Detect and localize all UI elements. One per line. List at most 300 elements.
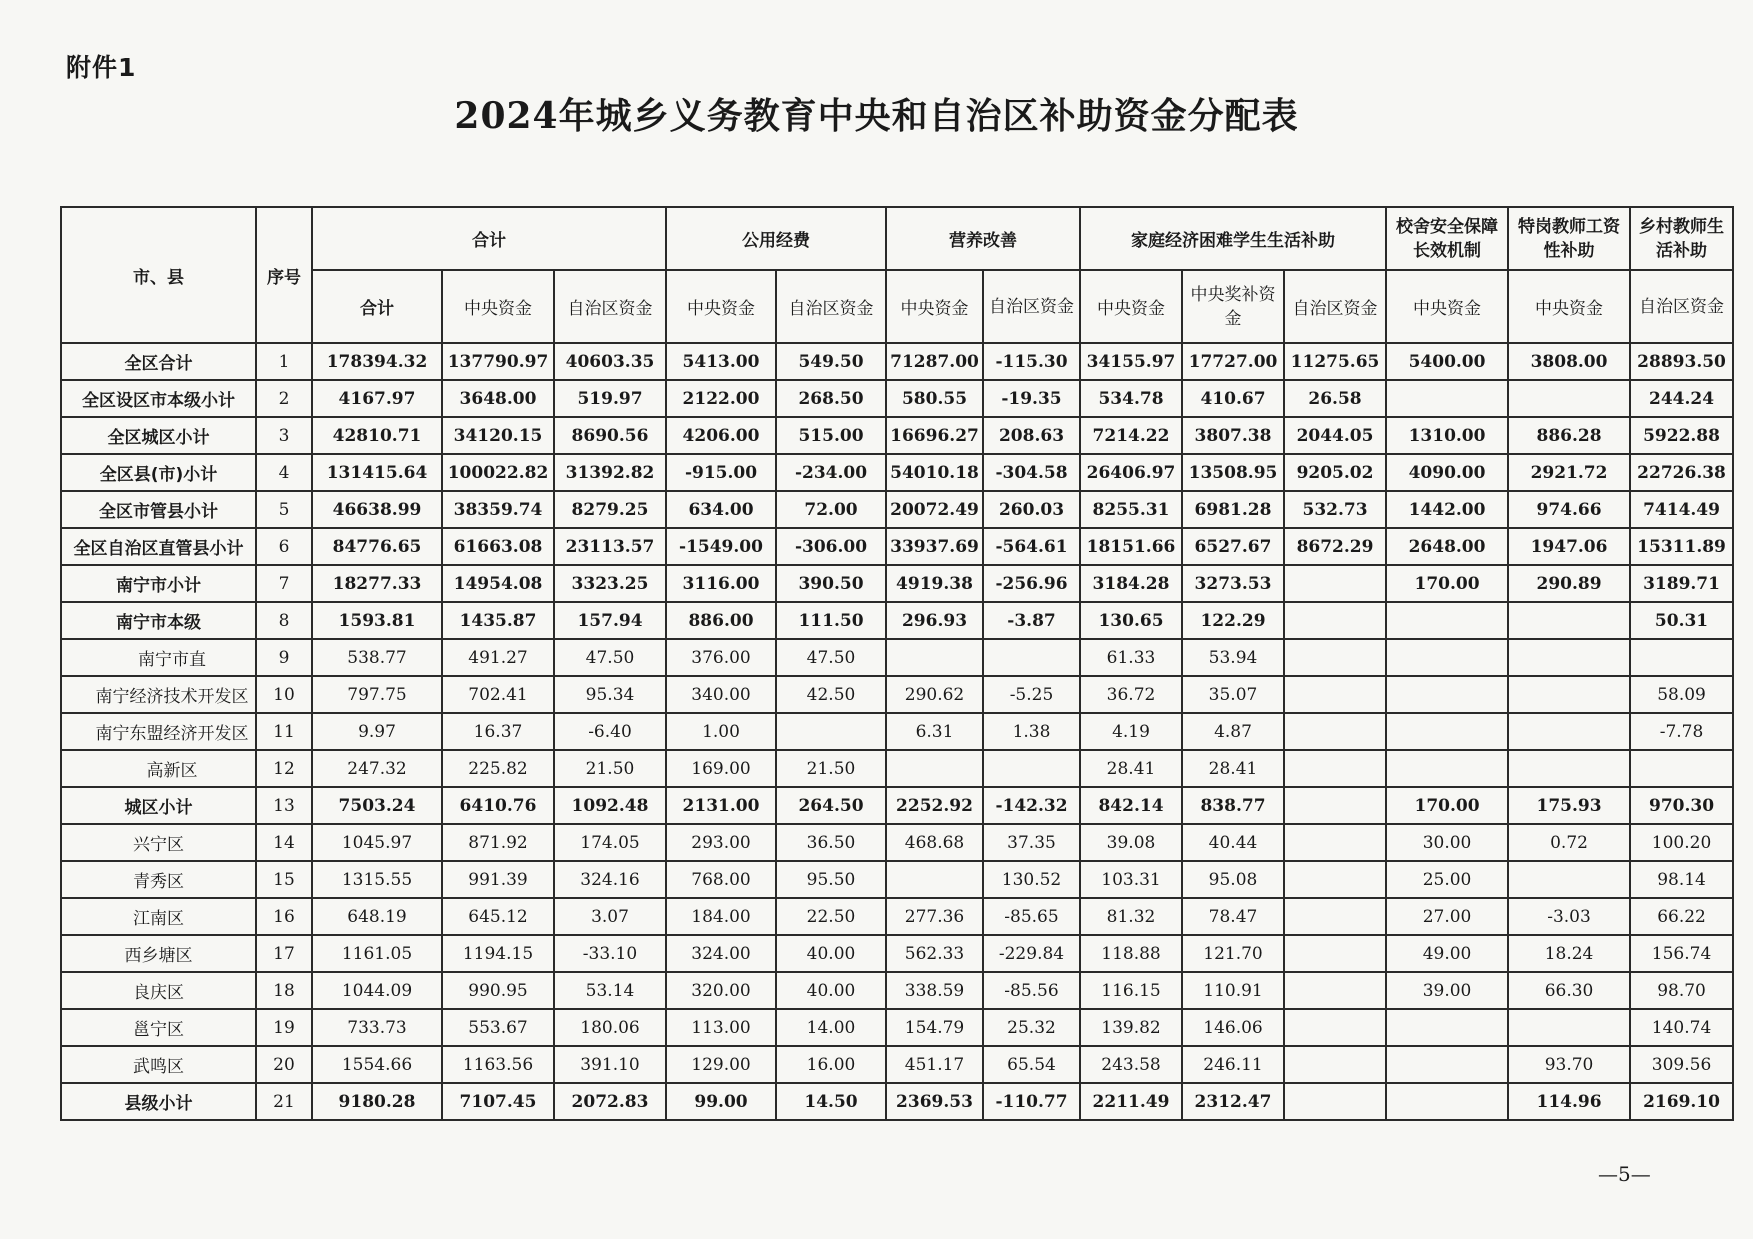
cell-value: -256.96 — [983, 565, 1080, 602]
cell-value: 116.15 — [1080, 972, 1182, 1009]
cell-value: 38359.74 — [442, 491, 554, 528]
table-row — [61, 824, 1733, 861]
cell-value: 390.50 — [776, 565, 886, 602]
cell-value — [1630, 639, 1733, 676]
cell-value: 1194.15 — [442, 935, 554, 972]
cell-value: 184.00 — [666, 898, 776, 935]
cell-value: 9205.02 — [1284, 454, 1386, 491]
cell-value: 39.00 — [1386, 972, 1508, 1009]
cell-value: 81.32 — [1080, 898, 1182, 935]
header-group-total: 合计 — [312, 207, 666, 270]
cell-value: 320.00 — [666, 972, 776, 1009]
cell-seq: 21 — [256, 1083, 312, 1120]
header-rural-autonomous: 自治区资金 — [1630, 270, 1733, 343]
cell-value: 47.50 — [554, 639, 666, 676]
cell-value: -115.30 — [983, 343, 1080, 380]
cell-value: 260.03 — [983, 491, 1080, 528]
cell-value: 170.00 — [1386, 787, 1508, 824]
cell-value — [1284, 565, 1386, 602]
cell-value — [1284, 861, 1386, 898]
table-row — [61, 898, 1733, 935]
cell-value: 264.50 — [776, 787, 886, 824]
header-nutrition-autonomous: 自治区资金 — [983, 270, 1080, 343]
cell-value: 49.00 — [1386, 935, 1508, 972]
cell-value: 4206.00 — [666, 417, 776, 454]
cell-value: 3323.25 — [554, 565, 666, 602]
cell-value: 290.89 — [1508, 565, 1630, 602]
cell-seq: 14 — [256, 824, 312, 861]
cell-value: 562.33 — [886, 935, 983, 972]
cell-value: 991.39 — [442, 861, 554, 898]
cell-value: 122.29 — [1182, 602, 1284, 639]
cell-value: 0.72 — [1508, 824, 1630, 861]
cell-value — [1386, 750, 1508, 787]
cell-value: 34120.15 — [442, 417, 554, 454]
cell-value — [1284, 935, 1386, 972]
header-total-central: 中央资金 — [442, 270, 554, 343]
cell-region: 高新区 — [61, 750, 256, 787]
table-row — [61, 565, 1733, 602]
cell-region: 全区市管县小计 — [61, 491, 256, 528]
cell-value: 4.87 — [1182, 713, 1284, 750]
cell-value: 35.07 — [1182, 676, 1284, 713]
cell-value: 14.00 — [776, 1009, 886, 1046]
cell-value: -19.35 — [983, 380, 1080, 417]
cell-value — [1386, 676, 1508, 713]
cell-value: 9.97 — [312, 713, 442, 750]
cell-value: -85.65 — [983, 898, 1080, 935]
cell-value: 768.00 — [666, 861, 776, 898]
cell-value: 534.78 — [1080, 380, 1182, 417]
cell-region: 西乡塘区 — [61, 935, 256, 972]
cell-seq: 6 — [256, 528, 312, 565]
cell-value: 2169.10 — [1630, 1083, 1733, 1120]
cell-value: 53.94 — [1182, 639, 1284, 676]
cell-value: 17727.00 — [1182, 343, 1284, 380]
cell-value: 838.77 — [1182, 787, 1284, 824]
cell-value: 702.41 — [442, 676, 554, 713]
cell-value: 1.00 — [666, 713, 776, 750]
cell-value — [1284, 787, 1386, 824]
cell-seq: 18 — [256, 972, 312, 1009]
cell-value: 31392.82 — [554, 454, 666, 491]
cell-value — [1508, 380, 1630, 417]
cell-value: 532.73 — [1284, 491, 1386, 528]
cell-value: 110.91 — [1182, 972, 1284, 1009]
cell-value: 130.52 — [983, 861, 1080, 898]
cell-value — [776, 713, 886, 750]
cell-value: 515.00 — [776, 417, 886, 454]
cell-region: 南宁市小计 — [61, 565, 256, 602]
cell-region: 南宁东盟经济开发区 — [61, 713, 256, 750]
header-special-central: 中央资金 — [1508, 270, 1630, 343]
cell-value: 50.31 — [1630, 602, 1733, 639]
cell-value: 113.00 — [666, 1009, 776, 1046]
cell-value: 11275.65 — [1284, 343, 1386, 380]
cell-value: 4919.38 — [886, 565, 983, 602]
cell-value: 6410.76 — [442, 787, 554, 824]
cell-value: 174.05 — [554, 824, 666, 861]
cell-value: 3116.00 — [666, 565, 776, 602]
cell-value: 114.96 — [1508, 1083, 1630, 1120]
cell-value: 290.62 — [886, 676, 983, 713]
cell-value: 99.00 — [666, 1083, 776, 1120]
cell-region: 全区自治区直管县小计 — [61, 528, 256, 565]
table-body — [61, 343, 1733, 1120]
cell-value: 645.12 — [442, 898, 554, 935]
cell-value: 20072.49 — [886, 491, 983, 528]
cell-value: 14954.08 — [442, 565, 554, 602]
cell-region: 南宁市直 — [61, 639, 256, 676]
cell-value: 118.88 — [1080, 935, 1182, 972]
cell-value: 53.14 — [554, 972, 666, 1009]
cell-seq: 9 — [256, 639, 312, 676]
cell-value — [1508, 676, 1630, 713]
cell-seq: 20 — [256, 1046, 312, 1083]
table-row — [61, 750, 1733, 787]
header-group-rural-teacher: 乡村教师生活补助 — [1630, 207, 1733, 270]
attachment-label: 附件1 — [66, 53, 137, 82]
cell-value — [1386, 713, 1508, 750]
table-row — [61, 1046, 1733, 1083]
cell-value: 22.50 — [776, 898, 886, 935]
cell-value: 180.06 — [554, 1009, 666, 1046]
cell-value: 3184.28 — [1080, 565, 1182, 602]
cell-seq: 1 — [256, 343, 312, 380]
cell-value: 175.93 — [1508, 787, 1630, 824]
cell-value: 30.00 — [1386, 824, 1508, 861]
header-safety-central: 中央资金 — [1386, 270, 1508, 343]
cell-value — [1284, 1009, 1386, 1046]
cell-value: 797.75 — [312, 676, 442, 713]
table-row — [61, 787, 1733, 824]
cell-value: 634.00 — [666, 491, 776, 528]
cell-value: 169.00 — [666, 750, 776, 787]
table-row — [61, 343, 1733, 380]
cell-value — [1284, 1046, 1386, 1083]
cell-value — [1508, 713, 1630, 750]
cell-value: 451.17 — [886, 1046, 983, 1083]
cell-value: 2312.47 — [1182, 1083, 1284, 1120]
cell-value: 98.14 — [1630, 861, 1733, 898]
cell-value: -142.32 — [983, 787, 1080, 824]
cell-value: 100022.82 — [442, 454, 554, 491]
header-public-autonomous: 自治区资金 — [776, 270, 886, 343]
cell-value: 225.82 — [442, 750, 554, 787]
cell-value: 244.24 — [1630, 380, 1733, 417]
cell-value: 3.07 — [554, 898, 666, 935]
cell-value: -33.10 — [554, 935, 666, 972]
cell-value: 98.70 — [1630, 972, 1733, 1009]
cell-value: 154.79 — [886, 1009, 983, 1046]
cell-value: 309.56 — [1630, 1046, 1733, 1083]
cell-value — [1386, 1083, 1508, 1120]
table-row — [61, 417, 1733, 454]
cell-seq: 15 — [256, 861, 312, 898]
header-region: 市、县 — [61, 207, 256, 343]
cell-value: 146.06 — [1182, 1009, 1284, 1046]
table-row — [61, 713, 1733, 750]
header-group-school-safety: 校舍安全保障长效机制 — [1386, 207, 1508, 270]
header-total-autonomous: 自治区资金 — [554, 270, 666, 343]
cell-value: 4167.97 — [312, 380, 442, 417]
cell-value: 21.50 — [776, 750, 886, 787]
cell-region: 武鸣区 — [61, 1046, 256, 1083]
cell-value: 140.74 — [1630, 1009, 1733, 1046]
cell-value: 247.32 — [312, 750, 442, 787]
cell-region: 全区城区小计 — [61, 417, 256, 454]
table-row — [61, 639, 1733, 676]
cell-value: 40.00 — [776, 935, 886, 972]
cell-value: -5.25 — [983, 676, 1080, 713]
cell-value: 28.41 — [1182, 750, 1284, 787]
cell-value: 4090.00 — [1386, 454, 1508, 491]
allocation-table — [60, 206, 1734, 1121]
table-row — [61, 935, 1733, 972]
cell-value: -229.84 — [983, 935, 1080, 972]
table-row — [61, 1009, 1733, 1046]
cell-value — [1508, 1009, 1630, 1046]
header-public-central: 中央资金 — [666, 270, 776, 343]
cell-value: 28.41 — [1080, 750, 1182, 787]
cell-value: 491.27 — [442, 639, 554, 676]
cell-value: 1593.81 — [312, 602, 442, 639]
cell-region: 南宁市本级 — [61, 602, 256, 639]
table-row — [61, 676, 1733, 713]
cell-value: 16.00 — [776, 1046, 886, 1083]
cell-region: 全区合计 — [61, 343, 256, 380]
cell-value: 47.50 — [776, 639, 886, 676]
cell-value: 2648.00 — [1386, 528, 1508, 565]
cell-region: 全区设区市本级小计 — [61, 380, 256, 417]
cell-seq: 2 — [256, 380, 312, 417]
cell-value: 78.47 — [1182, 898, 1284, 935]
cell-value: -85.56 — [983, 972, 1080, 1009]
cell-value: -6.40 — [554, 713, 666, 750]
cell-value: 296.93 — [886, 602, 983, 639]
cell-value — [1386, 1046, 1508, 1083]
cell-value: 7107.45 — [442, 1083, 554, 1120]
cell-value — [1284, 1083, 1386, 1120]
table-row — [61, 528, 1733, 565]
cell-value: 1435.87 — [442, 602, 554, 639]
cell-value: 3648.00 — [442, 380, 554, 417]
cell-value: 18151.66 — [1080, 528, 1182, 565]
cell-value: 95.34 — [554, 676, 666, 713]
cell-value: 340.00 — [666, 676, 776, 713]
cell-region: 城区小计 — [61, 787, 256, 824]
cell-region: 江南区 — [61, 898, 256, 935]
cell-value: 37.35 — [983, 824, 1080, 861]
cell-value: 9180.28 — [312, 1083, 442, 1120]
cell-value: 268.50 — [776, 380, 886, 417]
cell-seq: 13 — [256, 787, 312, 824]
cell-value: 42810.71 — [312, 417, 442, 454]
cell-value: 95.50 — [776, 861, 886, 898]
header-group-public: 公用经费 — [666, 207, 886, 270]
cell-value — [1284, 713, 1386, 750]
cell-value: -7.78 — [1630, 713, 1733, 750]
cell-value: 1.38 — [983, 713, 1080, 750]
cell-value: 8672.29 — [1284, 528, 1386, 565]
cell-value: 3808.00 — [1508, 343, 1630, 380]
cell-value: 21.50 — [554, 750, 666, 787]
cell-value — [886, 639, 983, 676]
cell-value — [1284, 676, 1386, 713]
cell-value: 990.95 — [442, 972, 554, 1009]
cell-value: 65.54 — [983, 1046, 1080, 1083]
cell-value: -234.00 — [776, 454, 886, 491]
cell-value: 95.08 — [1182, 861, 1284, 898]
cell-value: 26406.97 — [1080, 454, 1182, 491]
cell-value: 42.50 — [776, 676, 886, 713]
cell-value: -1549.00 — [666, 528, 776, 565]
cell-value: -306.00 — [776, 528, 886, 565]
cell-value — [1284, 602, 1386, 639]
header-family-autonomous: 自治区资金 — [1284, 270, 1386, 343]
cell-value: 871.92 — [442, 824, 554, 861]
cell-value: 7414.49 — [1630, 491, 1733, 528]
cell-value — [1508, 639, 1630, 676]
cell-value: 970.30 — [1630, 787, 1733, 824]
table-row — [61, 972, 1733, 1009]
cell-value: 410.67 — [1182, 380, 1284, 417]
cell-seq: 19 — [256, 1009, 312, 1046]
document-title: 2024年城乡义务教育中央和自治区补助资金分配表 — [454, 95, 1299, 137]
cell-value: 733.73 — [312, 1009, 442, 1046]
cell-value: 58.09 — [1630, 676, 1733, 713]
cell-value: 36.50 — [776, 824, 886, 861]
cell-value — [983, 750, 1080, 787]
cell-value: 4.19 — [1080, 713, 1182, 750]
cell-value: 93.70 — [1508, 1046, 1630, 1083]
header-total-total: 合计 — [312, 270, 442, 343]
cell-value — [1386, 602, 1508, 639]
cell-value: 131415.64 — [312, 454, 442, 491]
cell-value: 72.00 — [776, 491, 886, 528]
cell-value: -915.00 — [666, 454, 776, 491]
cell-region: 良庆区 — [61, 972, 256, 1009]
header-seq: 序号 — [256, 207, 312, 343]
cell-value: 580.55 — [886, 380, 983, 417]
cell-value — [1386, 639, 1508, 676]
cell-value: 36.72 — [1080, 676, 1182, 713]
table-row — [61, 602, 1733, 639]
cell-value — [1508, 602, 1630, 639]
cell-seq: 11 — [256, 713, 312, 750]
cell-seq: 8 — [256, 602, 312, 639]
cell-region: 全区县(市)小计 — [61, 454, 256, 491]
cell-value: -3.87 — [983, 602, 1080, 639]
cell-value: 338.59 — [886, 972, 983, 1009]
cell-value: 40.44 — [1182, 824, 1284, 861]
table-row — [61, 1083, 1733, 1120]
cell-value: 842.14 — [1080, 787, 1182, 824]
cell-value: 121.70 — [1182, 935, 1284, 972]
cell-value: 324.16 — [554, 861, 666, 898]
cell-value: 243.58 — [1080, 1046, 1182, 1083]
cell-value: 391.10 — [554, 1046, 666, 1083]
cell-value: 66.22 — [1630, 898, 1733, 935]
header-group-nutrition: 营养改善 — [886, 207, 1080, 270]
cell-value: 2131.00 — [666, 787, 776, 824]
cell-value — [983, 639, 1080, 676]
cell-value: 129.00 — [666, 1046, 776, 1083]
cell-value: 1044.09 — [312, 972, 442, 1009]
cell-value — [1284, 972, 1386, 1009]
header-group-family: 家庭经济困难学生生活补助 — [1080, 207, 1386, 270]
cell-value: 71287.00 — [886, 343, 983, 380]
cell-value: 84776.65 — [312, 528, 442, 565]
cell-region: 邕宁区 — [61, 1009, 256, 1046]
table-row — [61, 861, 1733, 898]
cell-value: 8255.31 — [1080, 491, 1182, 528]
cell-value: 40603.35 — [554, 343, 666, 380]
cell-value — [1508, 861, 1630, 898]
cell-value: 1092.48 — [554, 787, 666, 824]
cell-value — [1386, 380, 1508, 417]
cell-value: 2211.49 — [1080, 1083, 1182, 1120]
cell-value: 25.00 — [1386, 861, 1508, 898]
cell-value: 1045.97 — [312, 824, 442, 861]
cell-seq: 16 — [256, 898, 312, 935]
cell-value: 111.50 — [776, 602, 886, 639]
cell-value — [1284, 639, 1386, 676]
cell-value: 538.77 — [312, 639, 442, 676]
cell-value: 3807.38 — [1182, 417, 1284, 454]
cell-seq: 7 — [256, 565, 312, 602]
table-row — [61, 380, 1733, 417]
cell-value: 34155.97 — [1080, 343, 1182, 380]
cell-value: 2921.72 — [1508, 454, 1630, 491]
cell-value: -304.58 — [983, 454, 1080, 491]
cell-value: 28893.50 — [1630, 343, 1733, 380]
cell-value — [886, 861, 983, 898]
cell-value: 100.20 — [1630, 824, 1733, 861]
cell-value: 1554.66 — [312, 1046, 442, 1083]
cell-value: 178394.32 — [312, 343, 442, 380]
cell-value: 46638.99 — [312, 491, 442, 528]
cell-value: 170.00 — [1386, 565, 1508, 602]
cell-value — [1508, 750, 1630, 787]
cell-value: 61663.08 — [442, 528, 554, 565]
cell-value: 6.31 — [886, 713, 983, 750]
cell-value: 54010.18 — [886, 454, 983, 491]
cell-region: 南宁经济技术开发区 — [61, 676, 256, 713]
cell-value: 27.00 — [1386, 898, 1508, 935]
cell-value: 376.00 — [666, 639, 776, 676]
cell-region: 县级小计 — [61, 1083, 256, 1120]
table-row — [61, 491, 1733, 528]
cell-value: 519.97 — [554, 380, 666, 417]
cell-value: 5400.00 — [1386, 343, 1508, 380]
header-group-special-teacher: 特岗教师工资性补助 — [1508, 207, 1630, 270]
cell-seq: 10 — [256, 676, 312, 713]
cell-value: 468.68 — [886, 824, 983, 861]
cell-value: 5922.88 — [1630, 417, 1733, 454]
cell-value: 1161.05 — [312, 935, 442, 972]
cell-value: -110.77 — [983, 1083, 1080, 1120]
cell-value: 1442.00 — [1386, 491, 1508, 528]
cell-seq: 4 — [256, 454, 312, 491]
cell-value: 103.31 — [1080, 861, 1182, 898]
cell-value — [1630, 750, 1733, 787]
cell-seq: 3 — [256, 417, 312, 454]
cell-seq: 12 — [256, 750, 312, 787]
cell-value: 14.50 — [776, 1083, 886, 1120]
cell-value: 1315.55 — [312, 861, 442, 898]
cell-value: 6981.28 — [1182, 491, 1284, 528]
